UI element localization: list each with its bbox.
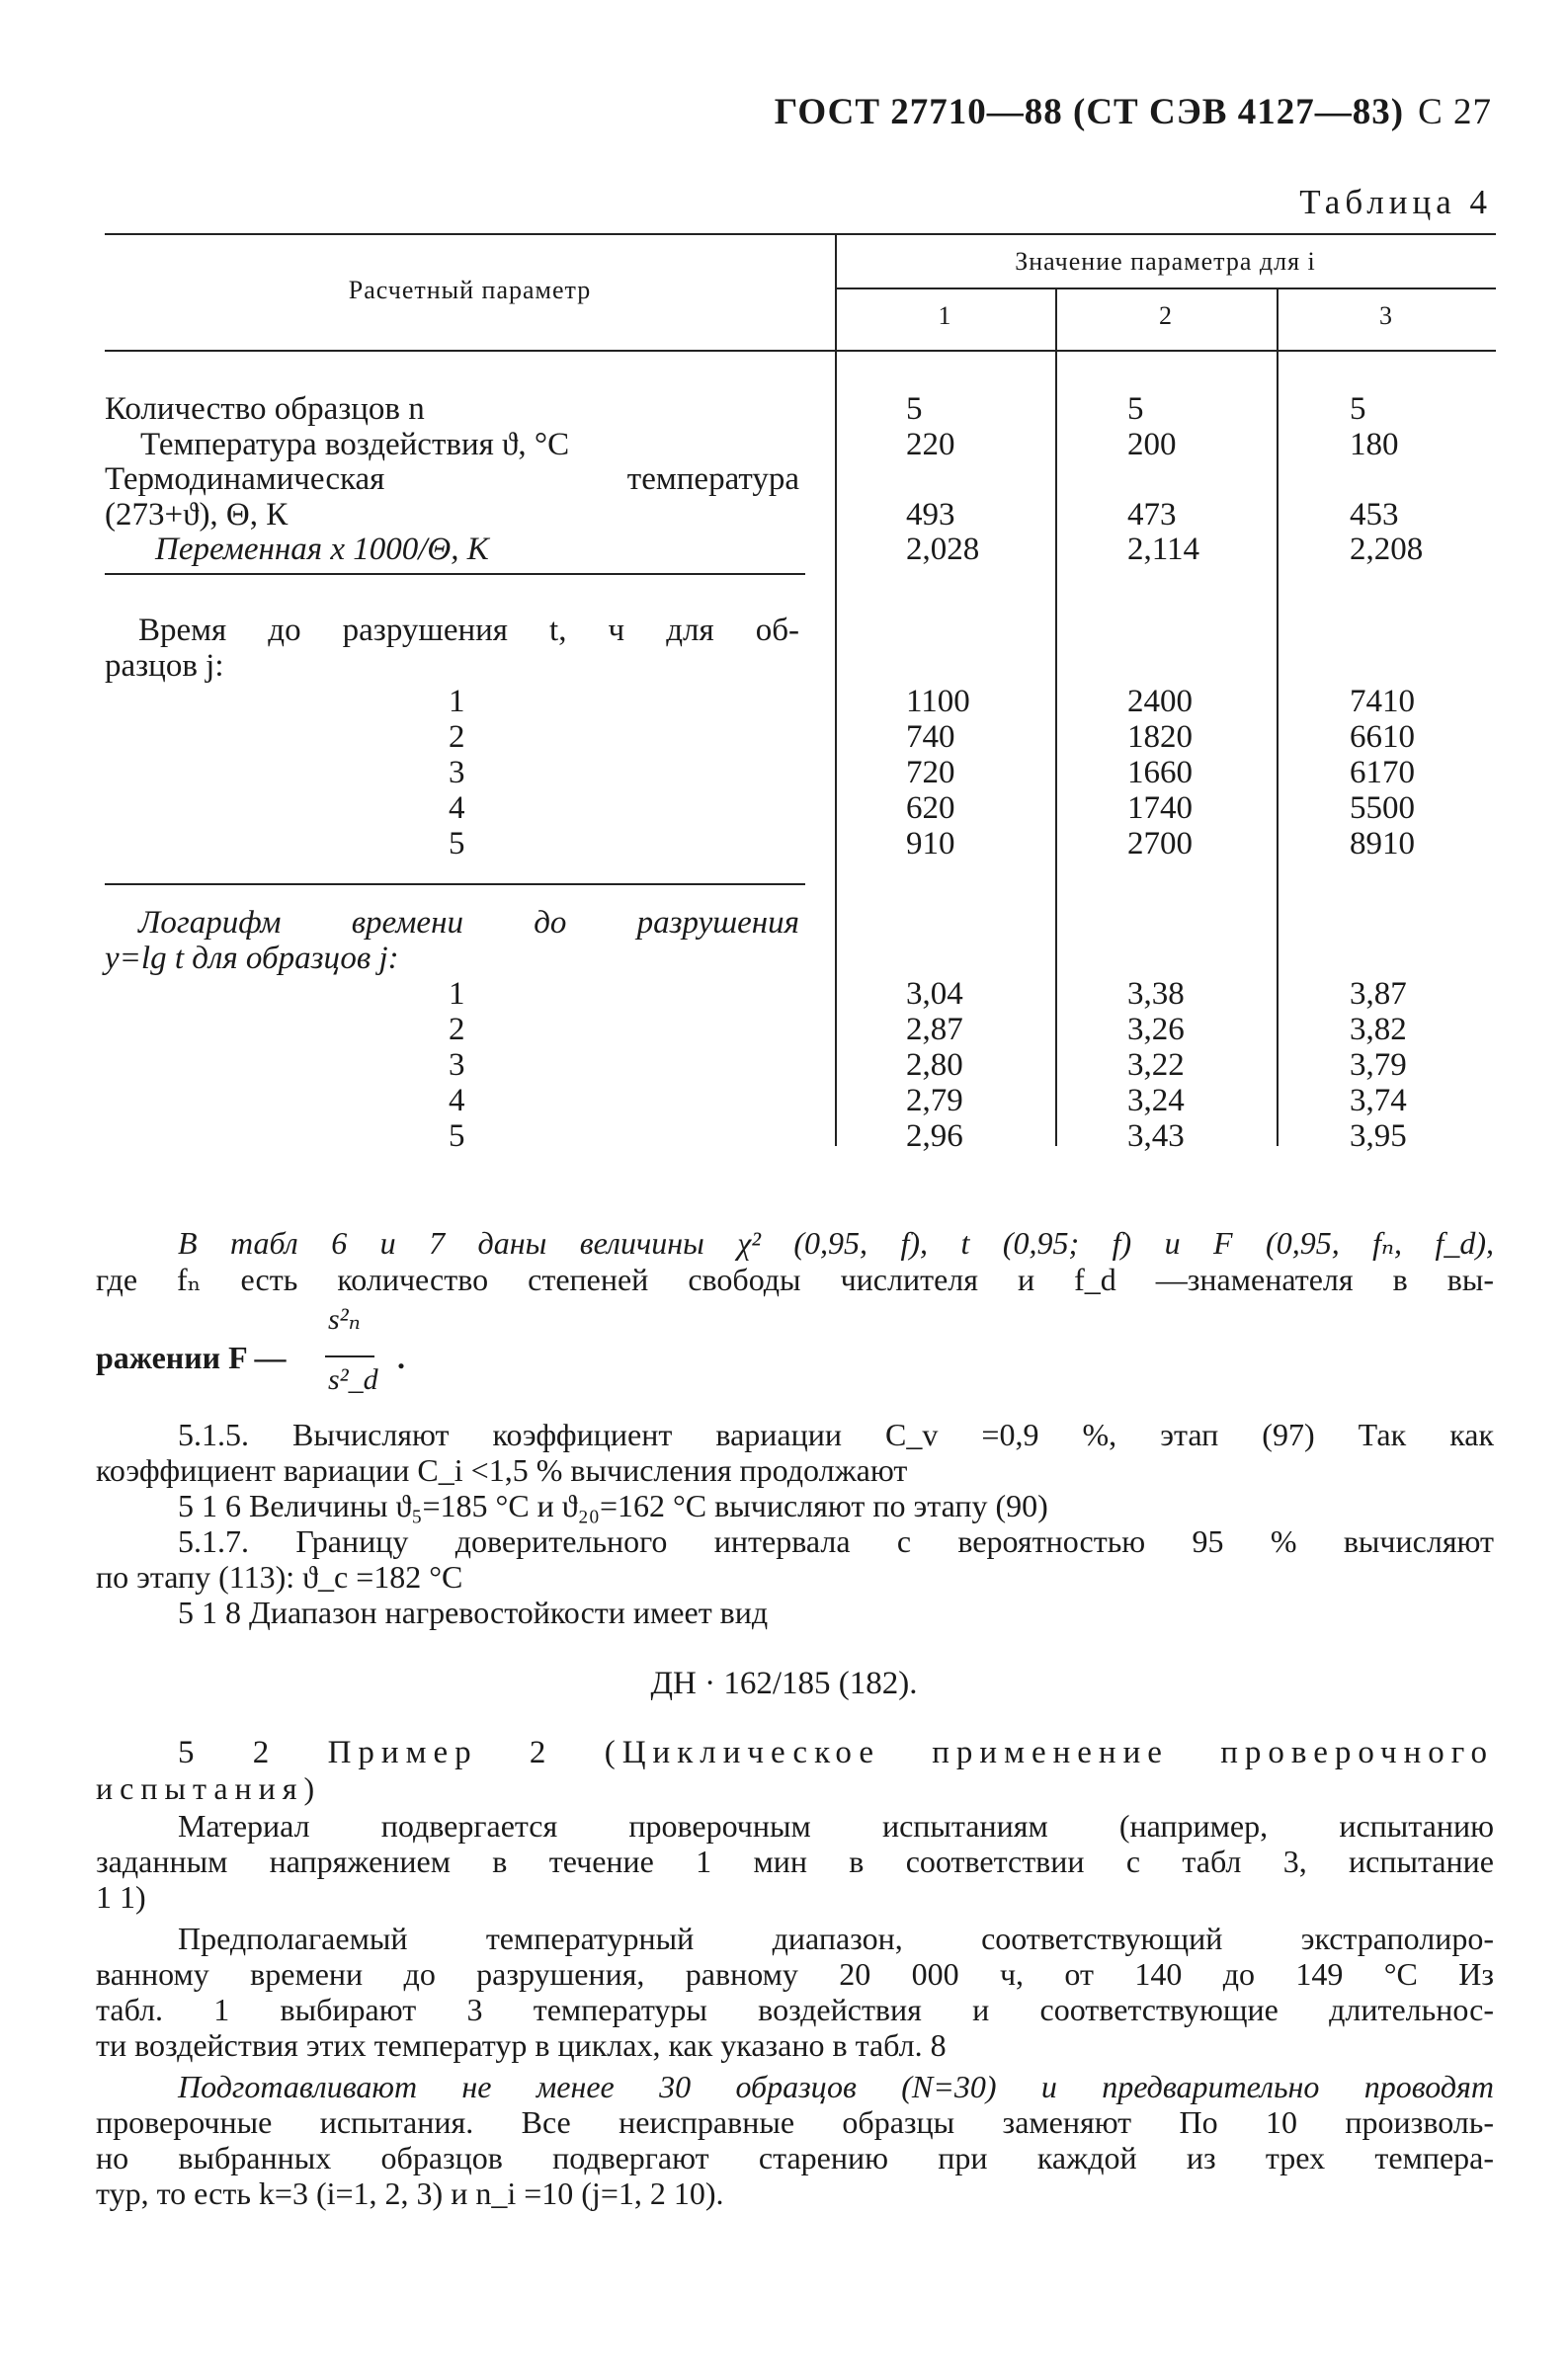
table-cell: 3,38 — [1127, 976, 1185, 1012]
paragraph-temperature-range-line2: ванному времени до разрушения, равному 20 000 ч, от 140 до 149 °С Из — [96, 1956, 1494, 1992]
table-cell: 2,114 — [1127, 532, 1200, 567]
page-number: С 27 — [1418, 92, 1492, 132]
row-label-exposure-temperature: Температура воздействия ϑ, °С — [140, 427, 570, 462]
column-group-label: Значение параметра для i — [1015, 247, 1316, 276]
document-title: ГОСТ 27710—88 (СТ СЭВ 4127—83) — [774, 92, 1405, 132]
table-cell: 1820 — [1127, 719, 1193, 755]
paragraph-material-line3: 1 1) — [96, 1879, 146, 1915]
fraction-denominator: s²_d — [328, 1363, 378, 1396]
column-header-3: 3 — [1379, 301, 1393, 330]
table-cell: 5 — [1127, 391, 1144, 427]
table-cell: 2,87 — [906, 1012, 963, 1047]
paragraph-samples-line3: но выбранных образцов подвергают старению при каждой из трех темпера- — [96, 2140, 1494, 2175]
table-cell: 2700 — [1127, 826, 1193, 862]
section-label-log-time: Логарифм времени до разрушения — [138, 905, 799, 941]
column-divider-1 — [835, 235, 837, 1146]
table-cell: 3,82 — [1350, 1012, 1407, 1047]
sample-number: 4 — [449, 790, 465, 826]
sample-number: 2 — [449, 719, 465, 755]
table-cell: 1100 — [906, 684, 970, 719]
section-5-1-6: 5 1 6 Величины ϑ₅=185 °С и ϑ₂₀=162 °С вычисляют по этапу (90) — [178, 1488, 1048, 1523]
table-top-rule — [105, 233, 1496, 235]
paragraph-material: Материал подвергается проверочным испытаниям (например, испытанию — [178, 1808, 1494, 1844]
section-5-1-5: 5.1.5. Вычисляют коэффициент вариации C_v =0,9 %, этап (97) Так как — [178, 1417, 1494, 1452]
sample-number: 3 — [449, 755, 465, 790]
sample-number: 4 — [449, 1083, 465, 1118]
sample-number: 1 — [449, 684, 465, 719]
table-cell: 3,95 — [1350, 1118, 1407, 1154]
table-cell: 620 — [906, 790, 955, 826]
column-header-1: 1 — [938, 301, 952, 330]
paragraph-temperature-range-line4: ти воздействия этих температур в циклах, как указано в табл. 8 — [96, 2027, 947, 2063]
table-cell: 2,028 — [906, 532, 980, 567]
table-cell: 2,79 — [906, 1083, 963, 1118]
table-cell: 2,80 — [906, 1047, 963, 1083]
row-label-thermodynamic-temperature: Термодинамическая температура — [105, 461, 799, 497]
sample-number: 1 — [449, 976, 465, 1012]
paragraph-temperature-range: Предполагаемый температурный диапазон, соответствующий экстраполиро- — [178, 1921, 1494, 1956]
header-bottom-rule — [105, 350, 1496, 352]
table-cell: 3,79 — [1350, 1047, 1407, 1083]
table-cell: 3,74 — [1350, 1083, 1407, 1118]
column-divider-2 — [1055, 289, 1057, 1146]
table-cell: 3,24 — [1127, 1083, 1185, 1118]
row-label-variable-x: Переменная x 1000/Θ, К — [155, 532, 489, 567]
section-5-1-5-line2: коэффициент вариации C_i <1,5 % вычисления продолжают — [96, 1452, 908, 1488]
table-cell: 5 — [906, 391, 923, 427]
page-header — [775, 91, 1492, 133]
section-5-2-heading: 5 2 Пример 2 (Циклическое применение проверочного — [178, 1735, 1494, 1770]
section-5-2-heading-cont: испытания) — [96, 1770, 322, 1806]
column-divider-3 — [1277, 289, 1279, 1146]
table-cell: 2400 — [1127, 684, 1193, 719]
table-cell: 5500 — [1350, 790, 1415, 826]
table-cell: 1660 — [1127, 755, 1193, 790]
table-cell: 8910 — [1350, 826, 1415, 862]
sample-number: 3 — [449, 1047, 465, 1083]
table-cell: 740 — [906, 719, 955, 755]
sample-number: 2 — [449, 1012, 465, 1047]
paragraph-samples: Подготавливают не менее 30 образцов (N=30) и предварительно проводят — [178, 2069, 1494, 2104]
column-header-2: 2 — [1159, 301, 1173, 330]
sample-number: 5 — [449, 1118, 465, 1154]
sample-number: 5 — [449, 826, 465, 862]
table-cell: 5 — [1350, 391, 1366, 427]
table-cell: 200 — [1127, 427, 1177, 462]
paragraph-tables-6-7: В табл 6 и 7 даны величины χ² (0,95, f), t (0,95; f) и F (0,95, fₙ, f_d), — [178, 1225, 1494, 1261]
table-cell: 3,22 — [1127, 1047, 1185, 1083]
range-formula: ДН · 162/185 (182). — [650, 1666, 918, 1701]
table-cell: 220 — [906, 427, 955, 462]
section-5-1-7-line2: по этапу (113): ϑ_c =182 °С — [96, 1559, 463, 1595]
section-5-1-7: 5.1.7. Границу доверительного интервала с вероятностью 95 % вычисляют — [178, 1523, 1494, 1559]
table-cell: 473 — [1127, 497, 1177, 533]
header-subrule — [835, 287, 1496, 289]
paragraph-temperature-range-line3: табл. 1 выбирают 3 температуры воздействия и соответствующие длительнос- — [96, 1992, 1494, 2027]
table-cell: 180 — [1350, 427, 1399, 462]
fraction-suffix: . — [397, 1340, 405, 1375]
table-cell: 3,04 — [906, 976, 963, 1012]
row-label-sample-count: Количество образцов n — [105, 391, 425, 427]
fraction-bar — [325, 1355, 374, 1357]
row-label-thermodynamic-formula: (273+ϑ), Θ, К — [105, 497, 289, 533]
table-cell: 2,96 — [906, 1118, 963, 1154]
table-cell: 6170 — [1350, 755, 1415, 790]
section-label-time-to-failure-cont: разцов j: — [105, 648, 224, 684]
section-rule-1 — [105, 573, 805, 575]
table-cell: 720 — [906, 755, 955, 790]
table-cell: 493 — [906, 497, 955, 533]
table-cell: 3,87 — [1350, 976, 1407, 1012]
table-cell: 3,43 — [1127, 1118, 1185, 1154]
table-cell: 2,208 — [1350, 532, 1424, 567]
column-group-header — [835, 247, 1496, 277]
paragraph-samples-line4: тур, то есть k=3 (i=1, 2, 3) и n_i =10 (j=1, 2 10). — [96, 2175, 724, 2211]
table-cell: 1740 — [1127, 790, 1193, 826]
section-label-log-time-cont: y=lg t для образцов j: — [105, 941, 399, 976]
table-caption: Таблица 4 — [1299, 183, 1492, 221]
paragraph-material-line2: заданным напряжением в течение 1 мин в соответствии с табл 3, испытание — [96, 1844, 1494, 1879]
table-cell: 6610 — [1350, 719, 1415, 755]
paragraph-tables-6-7-line2: где fₙ есть количество степеней свободы числителя и f_d —знаменателя в вы- — [96, 1262, 1494, 1297]
fraction-prefix: ражении F — — [96, 1340, 287, 1375]
fraction-numerator: s²ₙ — [328, 1303, 361, 1336]
paragraph-samples-line2: проверочные испытания. Все неисправные образцы заменяют По 10 произволь- — [96, 2104, 1494, 2140]
section-5-1-8: 5 1 8 Диапазон нагревостойкости имеет вид — [178, 1595, 769, 1630]
column-header-parameter: Расчетный параметр — [348, 276, 592, 304]
section-label-time-to-failure: Время до разрушения t, ч для об- — [138, 613, 799, 648]
table-cell: 3,26 — [1127, 1012, 1185, 1047]
table-cell: 7410 — [1350, 684, 1415, 719]
section-rule-2 — [105, 883, 805, 885]
table-cell: 453 — [1350, 497, 1399, 533]
table-cell: 910 — [906, 826, 955, 862]
